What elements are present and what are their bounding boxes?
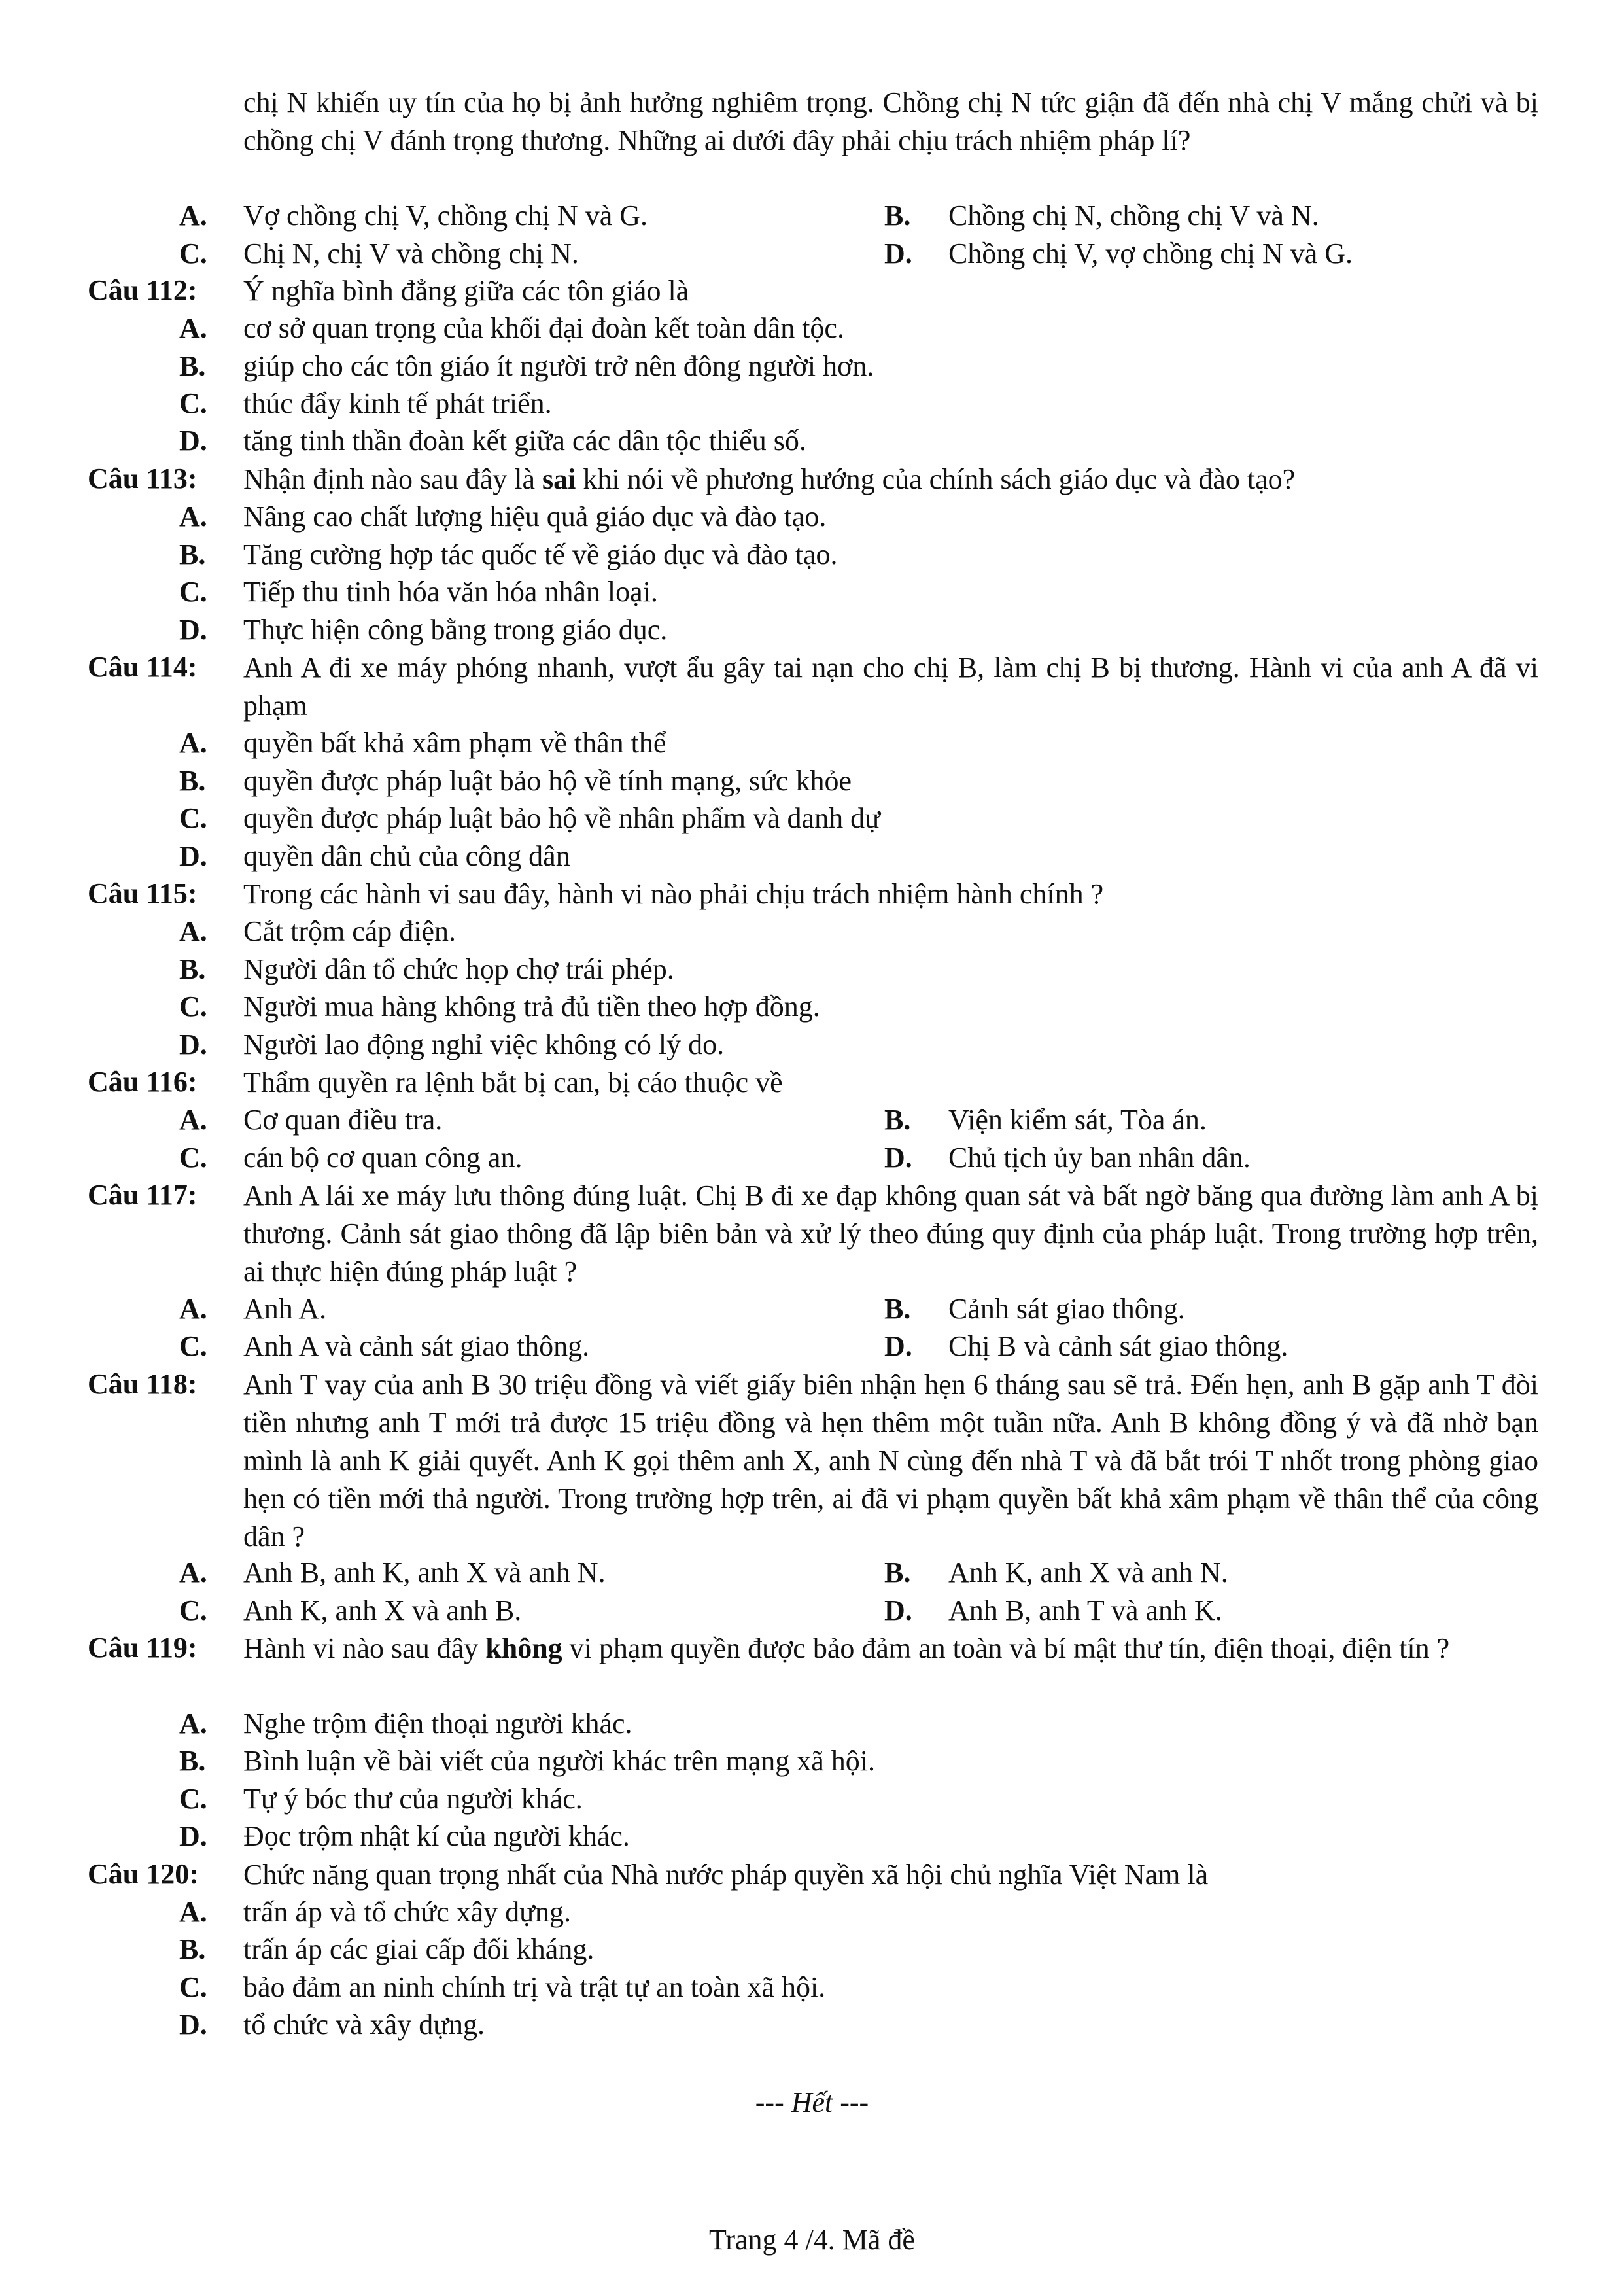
question-text: Anh A đi xe máy phóng nhanh, vượt ẩu gây tai nạn cho chị B, làm chị B bị thương. Hành vi của anh A đã vi phạm xyxy=(243,652,1538,722)
question-text: Anh A lái xe máy lưu thông đúng luật. Chị B đi xe đạp không quan sát và bất ngờ băng qua đường làm anh A bị thương. Cảnh sát giao thông đã lập biên bản và xử lý theo đúng quy định của pháp luật. Trong trường hợp trên, ai thực hiện đúng pháp luật ? xyxy=(243,1180,1538,1288)
question-number: Câu 112: xyxy=(88,274,198,306)
question-text: Hành vi nào sau đây không vi phạm quyền được bảo đảm an toàn và bí mật thư tín, điện thoại, điện tín ? xyxy=(243,1632,1450,1664)
question-text: Nhận định nào sau đây là sai khi nói về phương hướng của chính sách giáo dục và đào tạo? xyxy=(243,463,1296,495)
question-text: Anh T vay của anh B 30 triệu đồng và viết giấy biên nhận hẹn 6 tháng sau sẽ trả. Đến hẹn, anh B gặp anh T đòi tiền nhưng anh T mới trả được 15 triệu đồng và hẹn thêm một tuần nữa. Anh B không đồng ý và đã nhờ bạn mình là anh K giải quyết. Anh K gọi thêm anh X, anh N cùng đến nhà T và đã bắt trói T nhốt trong phòng giao hẹn có tiền mới thả người. Trong trường hợp trên, ai đã vi phạm quyền bất khả xâm phạm về thân thể của công dân ? xyxy=(243,1369,1538,1552)
question-number: Câu 114: xyxy=(88,651,198,683)
question-number: Câu 118: xyxy=(88,1368,198,1400)
question-number: Câu 119: xyxy=(88,1632,198,1664)
question-number: Câu 117: xyxy=(88,1179,198,1211)
question-number: Câu 113: xyxy=(88,463,198,495)
question-text: Chức năng quan trọng nhất của Nhà nước pháp quyền xã hội chủ nghĩa Việt Nam là xyxy=(243,1859,1209,1891)
question-text: Ý nghĩa bình đẳng giữa các tôn giáo là xyxy=(243,275,689,307)
end-mark: --- Hết --- xyxy=(755,2086,869,2118)
question-number: Câu 120: xyxy=(88,1858,199,1890)
page-footer: Trang 4 /4. Mã đề xyxy=(709,2224,915,2256)
question-text: Trong các hành vi sau đây, hành vi nào phải chịu trách nhiệm hành chính ? xyxy=(243,878,1104,910)
question-text: Thẩm quyền ra lệnh bắt bị can, bị cáo thuộc về xyxy=(243,1066,783,1098)
intro-question-text: chị N khiến uy tín của họ bị ảnh hưởng nghiêm trọng. Chồng chị N tức giận đã đến nhà chị V mắng chửi và bị chồng chị V đánh trọng thương. Những ai dưới đây phải chịu trách nhiệm pháp lí? xyxy=(243,86,1538,156)
exam-page: chị N khiến uy tín của họ bị ảnh hưởng nghiêm trọng. Chồng chị N tức giận đã đến nhà chị V mắng chửi và bị chồng chị V đánh trọng thương. Những ai dưới đây phải chịu trách nhiệm pháp lí? A. Vợ chồng chị V, chồng chị N và G. B. Chồng chị N, chồng chị V và N. C. Chị N, chị V và chồng chị N. D. Chồng chị V, vợ chồng chị N và G. Câu 112: Ý nghĩa bình đẳng giữa các tôn giáo là A. cơ sở quan trọng của khối đại đoàn kết toàn dân tộc. B. giúp cho các tôn giáo ít người trở nên đông người hơn. C. thúc đẩy kinh tế phát triển. D. tăng tinh thần đoàn kết giữa các dân tộc thiểu số. Câu 113: Nhận định nào sau đây là sai khi nói về phương hướng của chính sách giáo dục và đào tạo? A. Nâng cao chất lượng hiệu quả giáo dục và đào tạo. B. Tăng cường hợp tác quốc tế về giáo dục và đào tạo. C. Tiếp thu tinh hóa văn hóa nhân loại. D. Thực hiện công bằng trong giáo dục. Câu 114: Anh A đi xe máy phóng nhanh, vượt ẩu gây tai nạn cho chị B, làm chị B bị thương. Hành vi của anh A đã vi phạm A. quyền bất khả xâm phạm về thân thể B. quyền được pháp luật bảo hộ về tính mạng, sức khỏe C. quyền được pháp luật bảo hộ về nhân phẩm và danh dự D. quyền dân chủ của công dân Câu 115: Trong các hành vi sau đây, hành vi nào phải chịu trách nhiệm hành chính ? A. Cắt trộm cáp điện. B. Người dân tổ chức họp chợ trái phép. C. Người mua hàng không trả đủ tiền theo hợp đồng. D. Người lao động nghỉ việc không có lý do. Câu 116: Thẩm quyền ra lệnh bắt bị can, bị cáo thuộc về A. Cơ quan điều tra. B. Viện kiểm sát, Tòa án. C. cán bộ cơ quan công an. D. Chủ tịch ủy ban nhân dân. Câu 117: Anh A lái xe máy lưu thông đúng luật. Chị B đi xe đạp không quan sát và bất ngờ băng qua đường làm anh A bị thương. Cảnh sát giao thông đã lập biên bản và xử lý theo đúng quy định của pháp luật. Trong trường hợp trên, ai thực hiện đúng pháp luật ? A. Anh A. B. Cảnh sát giao thông. C. Anh A và cảnh sát giao thông. D. Chị B và cảnh sát giao thông. Câu 118: Anh T vay của anh B 30 triệu đồng và viết giấy biên nhận hẹn 6 tháng sau sẽ trả. Đến hẹn, anh B gặp anh T đòi tiền nhưng anh T mới trả được 15 triệu đồng và hẹn thêm một tuần nữa. Anh B không đồng ý và đã nhờ bạn mình là anh K giải quyết. Anh K gọi thêm anh X, anh N cùng đến nhà T và đã bắt trói T nhốt trong phòng giao hẹn có tiền mới thả người. Trong trường hợp trên, ai đã vi phạm quyền bất khả xâm phạm về thân thể của công dân ? A. Anh B, anh K, anh X và anh N. B. Anh K, anh X và anh N. C. Anh K, anh X và anh B. D. Anh B, anh T và anh K. Câu 119: Hành vi nào sau đây không vi phạm quyền được bảo đảm an toàn và bí mật thư tín, điện thoại, điện tín ? A. Nghe trộm điện thoại người khác. B. Bình luận về bài viết của người khác trên mạng xã hội. C. Tự ý bóc thư của người khác. D. Đọc trộm nhật kí của người khác. Câu 120: Chức năng quan trọng nhất của Nhà nước pháp quyền xã hội chủ nghĩa Việt Nam là A. trấn áp và tổ chức xây dựng. B. trấn áp các giai cấp đối kháng. C. bảo đảm an ninh chính trị và trật tự an toàn xã hội. D. tổ chức và xây dựng. --- Hết --- Trang 4 /4. Mã đề xyxy=(0,0,1624,2295)
question-number: Câu 116: xyxy=(88,1066,198,1098)
question-number: Câu 115: xyxy=(88,877,198,909)
